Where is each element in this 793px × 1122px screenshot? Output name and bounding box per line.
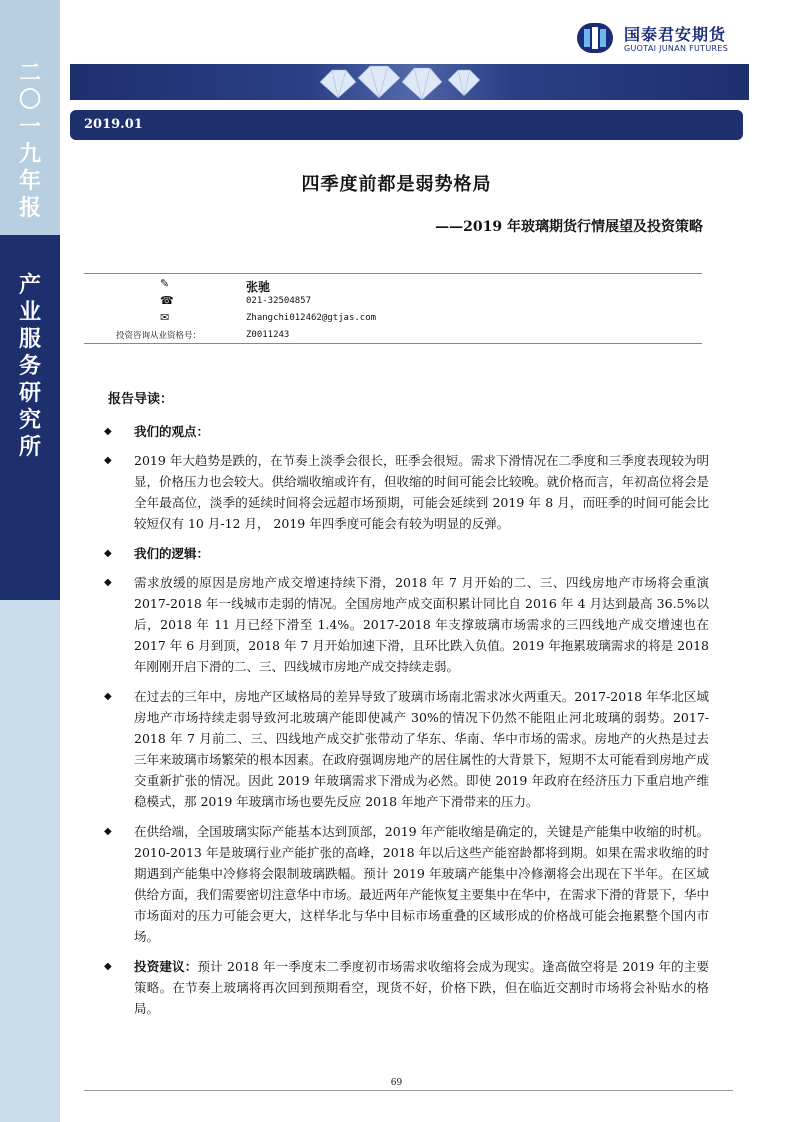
divider-top	[84, 273, 702, 274]
advice-lead: 投资建议：	[134, 959, 198, 974]
paragraph-text: 需求放缓的原因是房地产成交增速持续下滑，2018 年 7 月开始的二、三、四线房地产市场将会重演 2017-2018 年一线城市走弱的情况。全国房地产成交面积累计同比自 2016 年 4 月达到最高 36.5%以后，2018 年 11 月已经下滑至 1.4%。2017-2018 年支撑玻璃市场需求的三四线地产成交增速也在 2017 年 6 月到顶，2018 年 7 月开始加速下滑，且环比跌入负值。2019 年拖累玻璃需求的将是 2018 年刚刚开启下滑的二、三、四线城市房地产成交持续走弱。	[134, 575, 709, 674]
section-heading-text: 我们的逻辑：	[134, 546, 210, 561]
sidebar-year-label: 二〇一九年报	[19, 60, 42, 221]
bullet-diamond-icon: ◆	[104, 426, 112, 437]
company-logo	[576, 20, 746, 58]
date-bar	[70, 110, 743, 140]
email-icon: ✉	[160, 311, 170, 324]
author-name: 张驰	[246, 280, 271, 294]
section-heading-text: 我们的观点：	[134, 424, 210, 439]
footer-rule	[84, 1090, 733, 1091]
divider-bottom	[84, 343, 702, 344]
phone-icon: ☎	[160, 294, 174, 307]
sidebar	[0, 0, 60, 1122]
section-heading-logic	[104, 543, 709, 564]
report-guide	[104, 388, 709, 1028]
logo-mark-icon	[576, 22, 614, 54]
bullet-diamond-icon: ◆	[104, 826, 112, 837]
author-license: Z0011243	[246, 330, 290, 340]
list-item	[104, 450, 709, 534]
page-number: 69	[390, 1078, 403, 1088]
logo-name-en: GUOTAI JUNAN FUTURES	[624, 44, 729, 53]
paragraph-text: 预计 2018 年一季度末二季度初市场需求收缩将会成为现实。逢高做空将是 2019 年的主要策略。在节奏上玻璃将再次回到预期看空，现货不好，价格下跌，但在临近交割时市场将会补贴水的格局。	[134, 959, 709, 1016]
bullet-diamond-icon: ◆	[104, 548, 112, 559]
bullet-diamond-icon: ◆	[104, 577, 112, 588]
guide-heading: 报告导读：	[108, 392, 174, 407]
list-item	[104, 686, 709, 812]
bullet-diamond-icon: ◆	[104, 455, 112, 466]
paragraph-text: 在过去的三年中，房地产区域格局的差异导致了玻璃市场南北需求冰火两重天。2017-2018 年华北区域房地产市场持续走弱导致河北玻璃产能即使减产 30%的情况下仍然不能阻止河北玻璃的弱势。2017-2018 年 7 月前二、三、四线地产成交扩张带动了华东、华南、华中市场的需求。房地产的火热是过去三年来玻璃市场繁荣的根本因素。在政府强调房地产的居住属性的大背景下，短期不太可能看到房地产成交重新扩张的情况。因此 2019 年玻璃需求下滑成为必然。即使 2019 年政府在经济压力下重启地产维稳模式，那 2019 年玻璃市场也要先反应 2018 年地产下滑带来的压力。	[134, 689, 710, 809]
report-date: 2019.01	[84, 117, 143, 132]
author-email: Zhangchi012462@gtjas.com	[246, 313, 377, 323]
list-item	[104, 572, 709, 677]
author-phone: 021-32504857	[246, 296, 312, 306]
paragraph-text: 在供给端，全国玻璃实际产能基本达到顶部，2019 年产能收缩是确定的，关键是产能集中收缩的时机。2010-2013 年是玻璃行业产能扩张的高峰，2018 年以后这些产能窑龄都将到期。如果在需求收缩的时期遇到产能集中冷修将会限制玻璃跌幅。预计 2019 年玻璃产能集中冷修潮将会出现在下半年。在区域供给方面，我们需要密切注意华中市场。最近两年产能恢复主要集中在华中，在需求下滑的背景下，华中市场面对的压力可能会更大，这样华北与华中目标市场重叠的区域形成的价格战可能会拖累整个国内市场。	[134, 824, 710, 944]
paragraph-text: 2019 年大趋势是跌的，在节奏上淡季会很长，旺季会很短。需求下滑情况在二季度和三季度表现较为明显，价格压力也会较大。供给端收缩或许有，但收缩的时间可能会比较晚。就价格而言，年初高位将会是全年最高位，淡季的延续时间将会远超市场预期，可能会延续到 2019 年 8 月，而旺季的时间可能会比较短仅有 10 月-12 月， 2019 年四季度可能会有较为明显的反弹。	[134, 453, 710, 531]
pen-icon: ✎	[160, 277, 170, 290]
logo-name-cn: 国泰君安期货	[624, 25, 727, 44]
license-label: 投资咨询从业资格号：	[116, 331, 202, 341]
bullet-diamond-icon: ◆	[104, 691, 112, 702]
list-item	[104, 821, 709, 947]
page-subtitle: ——2019 年玻璃期货行情展望及投资策略	[435, 219, 703, 235]
header-banner	[70, 64, 749, 100]
page-title: 四季度前都是弱势格局	[301, 174, 492, 195]
list-item-investment-advice	[104, 956, 709, 1019]
bullet-diamond-icon: ◆	[104, 961, 112, 972]
section-heading-views	[104, 421, 709, 442]
diamond-graphic-icon	[70, 64, 749, 100]
sidebar-institute-label: 产业服务研究所	[19, 272, 42, 460]
